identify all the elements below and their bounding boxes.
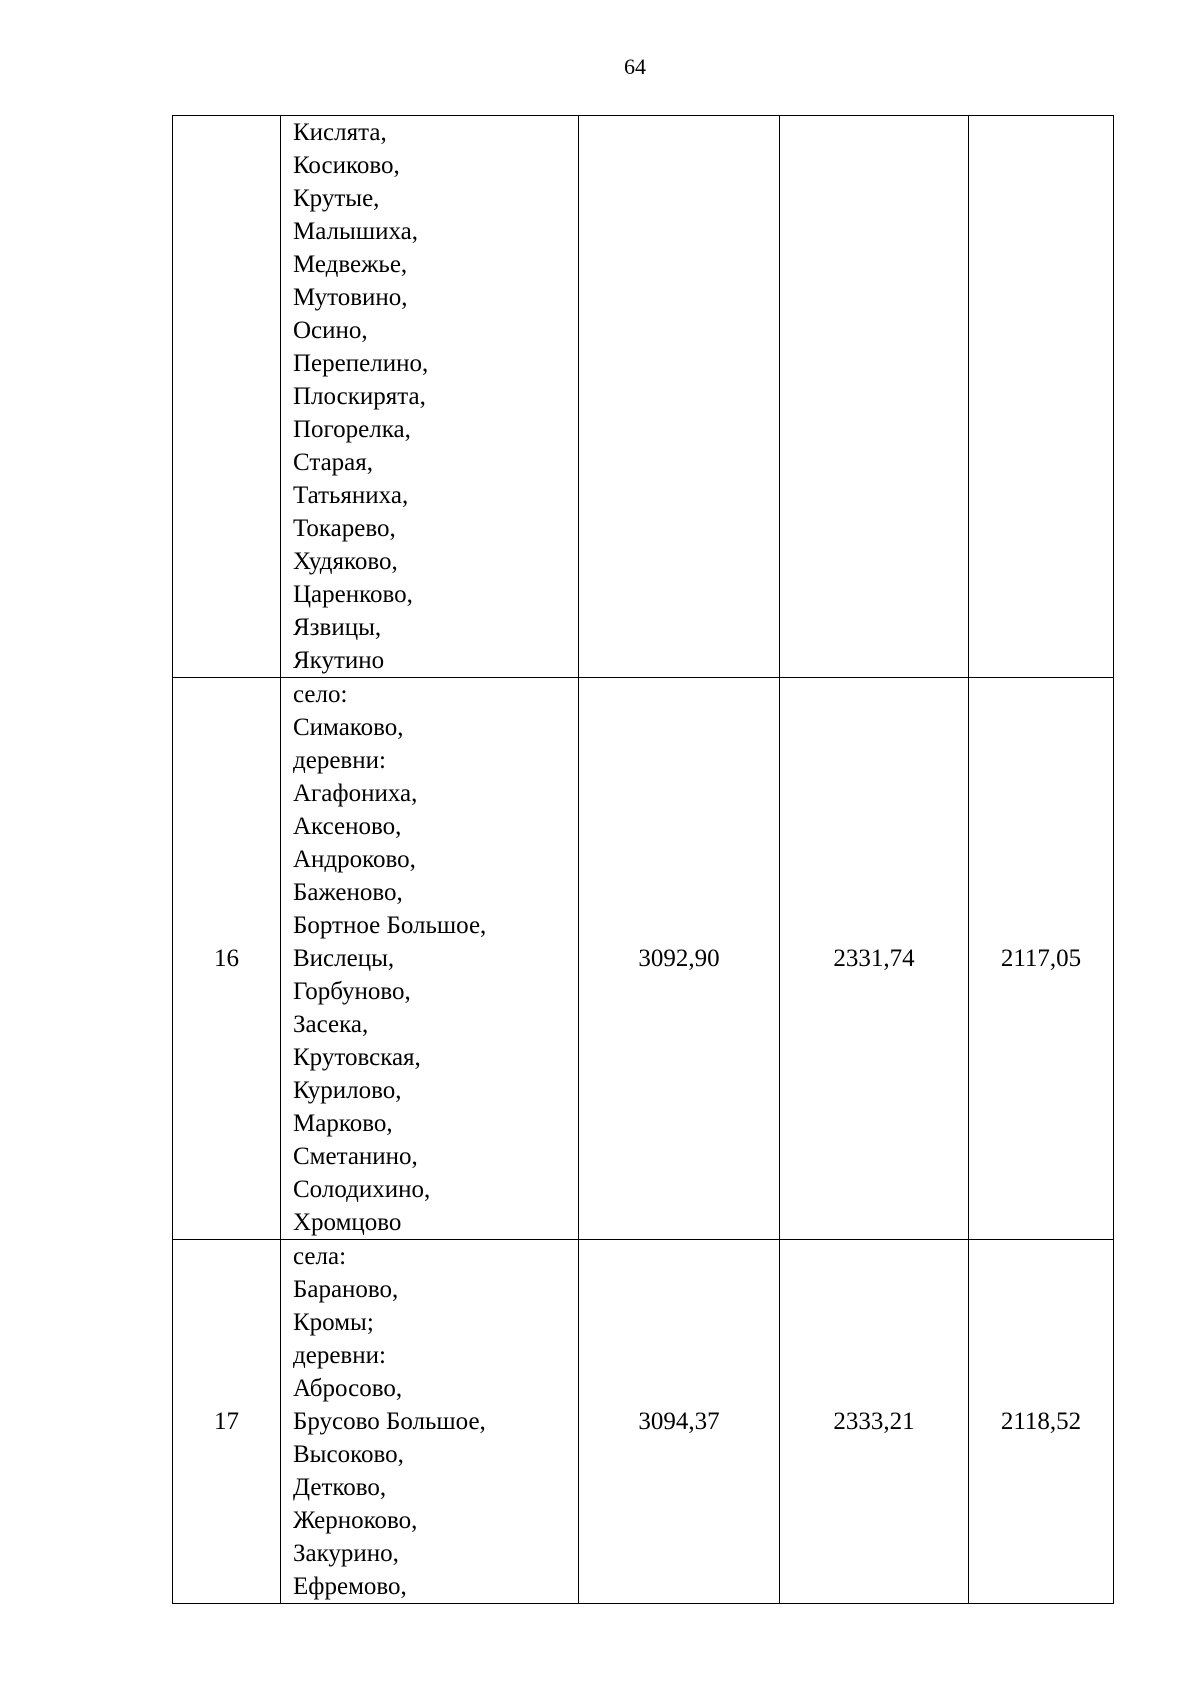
settlement-name: Плоскирята, — [293, 383, 426, 410]
settlement-name: Осино, — [293, 317, 368, 344]
table-row — [173, 678, 1114, 1240]
settlement-name: Бараново, — [293, 1276, 399, 1303]
settlement-name: Закурино, — [293, 1540, 399, 1567]
settlement-name: Засека, — [293, 1011, 369, 1038]
row-number-cell: 17 — [173, 1240, 281, 1604]
settlement-name: Вислецы, — [293, 945, 395, 972]
settlement-name: Сметанино, — [293, 1143, 418, 1170]
settlement-name: Детково, — [293, 1474, 387, 1501]
settlement-name: Кислята, — [293, 119, 387, 146]
value-cell-3 — [969, 116, 1114, 678]
settlement-name: Бортное Большое, — [293, 912, 487, 939]
settlement-name: Ефремово, — [293, 1573, 407, 1600]
settlement-name: Косиково, — [293, 152, 400, 179]
table-row — [173, 1240, 1114, 1604]
settlement-name: Царенково, — [293, 581, 413, 608]
settlement-name: села: — [293, 1243, 347, 1270]
value-cell-2 — [780, 116, 969, 678]
settlement-name: Якутино — [293, 647, 385, 674]
settlement-name: Старая, — [293, 449, 374, 476]
settlements-cell — [281, 116, 579, 678]
settlement-name: Брусово Большое, — [293, 1408, 486, 1435]
settlement-name: Крутые, — [293, 185, 380, 212]
settlement-name: Хромцово — [293, 1209, 402, 1236]
settlement-name: Токарево, — [293, 515, 396, 542]
row-number-cell: 16 — [173, 678, 281, 1240]
value-cell-2: 2331,74 — [780, 678, 969, 1240]
settlement-name: Татьяниха, — [293, 482, 409, 509]
settlement-name: Марково, — [293, 1110, 393, 1137]
settlement-name: Жерноково, — [293, 1507, 418, 1534]
settlement-name: деревни: — [293, 747, 386, 774]
value-cell-3: 2118,52 — [969, 1240, 1114, 1604]
settlement-name: Перепелино, — [293, 350, 429, 377]
settlement-name: Высоково, — [293, 1441, 404, 1468]
value-cell-1: 3094,37 — [579, 1240, 780, 1604]
settlement-name: Мутовино, — [293, 284, 408, 311]
page-number: 64 — [624, 54, 646, 79]
settlement-name: деревни: — [293, 1342, 386, 1369]
value-cell-3: 2117,05 — [969, 678, 1114, 1240]
settlement-name: Погорелка, — [293, 416, 411, 443]
settlement-name: Крутовская, — [293, 1044, 421, 1071]
settlements-cell — [281, 678, 579, 1240]
settlement-name: Худяково, — [293, 548, 398, 575]
settlement-name: Баженово, — [293, 879, 403, 906]
value-cell-1: 3092,90 — [579, 678, 780, 1240]
settlement-name: Малышиха, — [293, 218, 418, 245]
value-cell-1 — [579, 116, 780, 678]
settlement-name: Агафониха, — [293, 780, 418, 807]
settlement-name: Горбуново, — [293, 978, 411, 1005]
settlement-name: Абросово, — [293, 1375, 403, 1402]
settlement-name: Медвежье, — [293, 251, 408, 278]
row-number-cell — [173, 116, 281, 678]
settlement-name: Кромы; — [293, 1309, 374, 1336]
tariff-table — [172, 115, 1114, 1604]
table-row — [173, 116, 1114, 678]
settlement-name: Аксеново, — [293, 813, 402, 840]
settlement-name: село: — [293, 681, 348, 708]
value-cell-2: 2333,21 — [780, 1240, 969, 1604]
settlement-name: Андроково, — [293, 846, 416, 873]
settlement-name: Курилово, — [293, 1077, 402, 1104]
settlement-name: Солодихино, — [293, 1176, 431, 1203]
settlement-name: Симаково, — [293, 714, 404, 741]
settlements-cell — [281, 1240, 579, 1604]
settlement-name: Язвицы, — [293, 614, 382, 641]
